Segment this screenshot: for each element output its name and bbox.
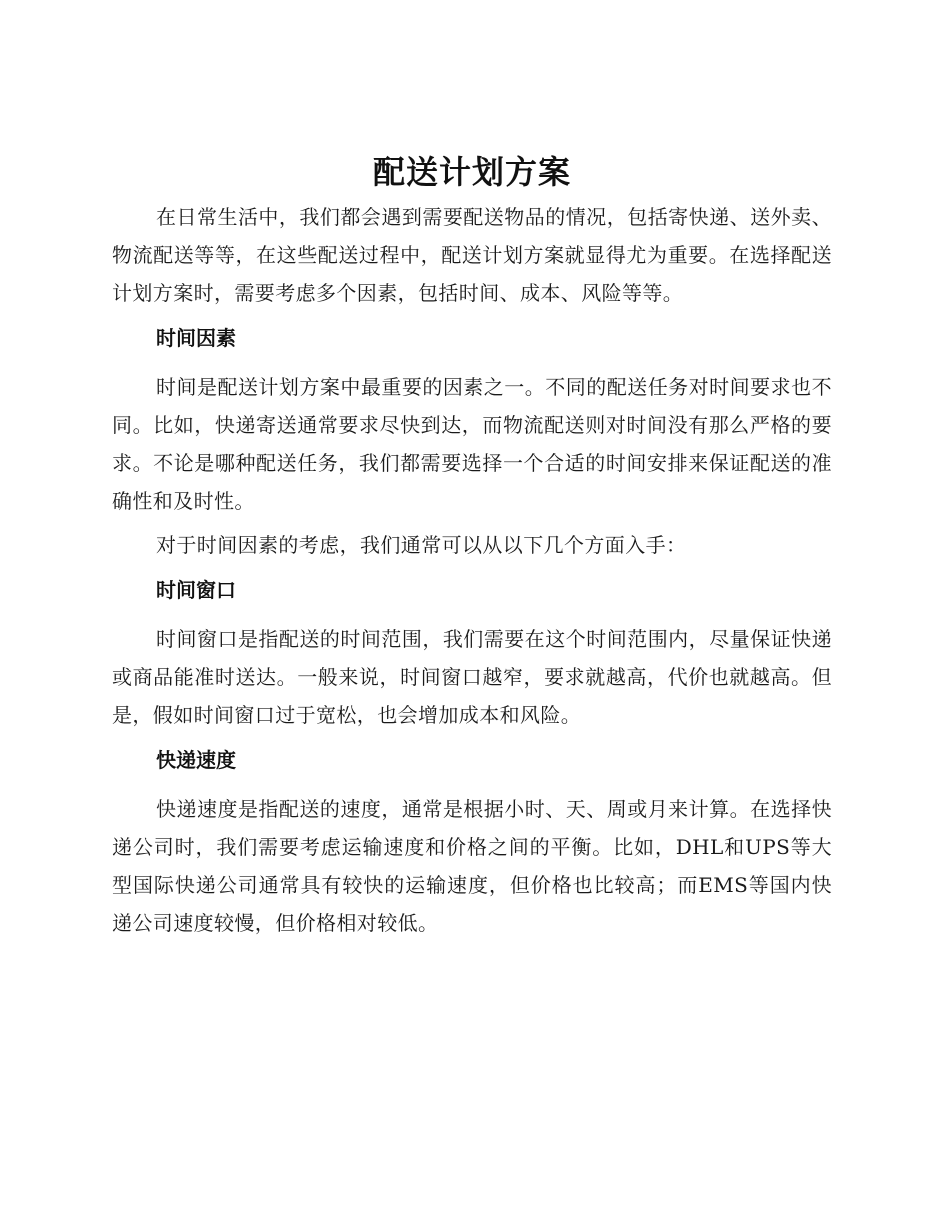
section-heading-time-factor: 时间因素 bbox=[156, 326, 236, 350]
section-heading-delivery-speed: 快递速度 bbox=[156, 748, 236, 772]
paragraph-time-window: 时间窗口是指配送的时间范围，我们需要在这个时间范围内，尽量保证快递或商品能准时送达。一般来说，时间窗口越窄，要求就越高，代价也就越高。但是，假如时间窗口过于宽松，也会增加成本和风险。 bbox=[112, 627, 832, 727]
paragraph-intro: 在日常生活中，我们都会遇到需要配送物品的情况，包括寄快递、送外卖、物流配送等等，在这些配送过程中，配送计划方案就显得尤为重要。在选择配送计划方案时，需要考虑多个因素，包括时间、成本、风险等等。 bbox=[112, 205, 832, 305]
document-body bbox=[112, 148, 832, 948]
paragraph-time-aspects: 对于时间因素的考虑，我们通常可以从以下几个方面入手： bbox=[156, 533, 687, 557]
paragraph-delivery-speed: 快递速度是指配送的速度，通常是根据小时、天、周或月来计算。在选择快递公司时，我们需要考虑运输速度和价格之间的平衡。比如，DHL和UPS等大型国际快递公司通常具有较快的运输速度，但价格也比较高；而EMS等国内快递公司速度较慢，但价格相对较低。 bbox=[112, 797, 832, 935]
section-heading-time-window: 时间窗口 bbox=[156, 578, 236, 602]
document-title: 配送计划方案 bbox=[372, 153, 571, 191]
paragraph-time-factor: 时间是配送计划方案中最重要的因素之一。不同的配送任务对时间要求也不同。比如，快递寄送通常要求尽快到达，而物流配送则对时间没有那么严格的要求。不论是哪种配送任务，我们都需要选择一个合适的时间安排来保证配送的准确性和及时性。 bbox=[112, 375, 832, 513]
